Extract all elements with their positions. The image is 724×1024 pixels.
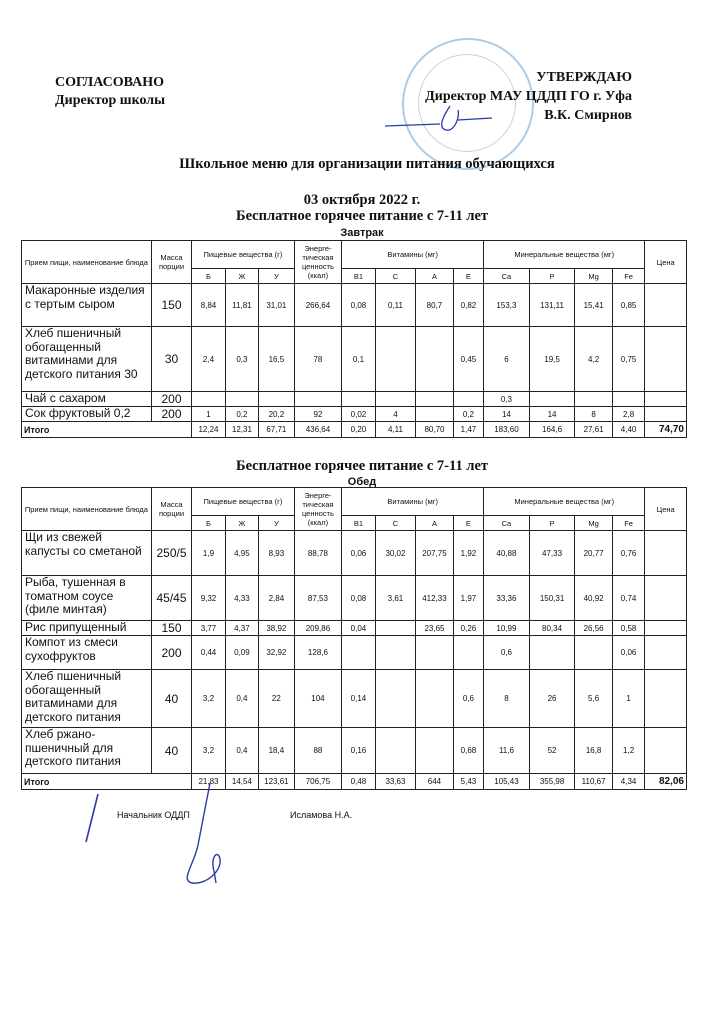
menu-date: 03 октября 2022 г. (303, 192, 421, 208)
cell-a (416, 407, 454, 422)
cell-c: 4 (375, 407, 416, 422)
table-row (22, 284, 687, 327)
col-vitamins-header: Витамины (мг) (342, 241, 484, 269)
cell-fe: 0,74 (612, 576, 644, 621)
cell-b: 3,2 (192, 728, 225, 774)
col-mass-header: Масса порции (151, 241, 192, 284)
total-e: 5,43 (453, 774, 483, 790)
cell-b1: 0,02 (342, 407, 375, 422)
cell-e: 0,45 (453, 327, 483, 392)
cell-price (645, 621, 687, 636)
table-row (22, 392, 687, 407)
cell-c (375, 670, 416, 728)
col-c: C (375, 516, 416, 531)
cell-p: 80,34 (529, 621, 575, 636)
document-title: Школьное меню для организации питания обучающихся (179, 156, 555, 172)
col-p: P (529, 516, 575, 531)
cell-b: 1 (192, 407, 225, 422)
col-b1: B1 (342, 269, 375, 284)
cell-ca: 40,88 (484, 531, 530, 576)
cell-p: 131,11 (529, 284, 575, 327)
cell-b1 (342, 636, 375, 670)
cell-b1 (342, 392, 375, 407)
cell-zh: 0,4 (225, 728, 258, 774)
cell-fe (612, 392, 644, 407)
total-u: 123,61 (259, 774, 294, 790)
total-p: 164,6 (529, 422, 575, 438)
cell-price (645, 728, 687, 774)
cell-fe: 0,06 (612, 636, 644, 670)
cell-zh (225, 392, 258, 407)
dish-name: Макаронные изделия с тертым сыром (22, 284, 152, 327)
breakfast-subtitle: Бесплатное горячее питание с 7-11 лет (235, 208, 489, 224)
cell-price (645, 392, 687, 407)
col-a: A (416, 516, 454, 531)
cell-u: 31,01 (259, 284, 294, 327)
cell-e: 0,68 (453, 728, 483, 774)
col-minerals-header: Минеральные вещества (мг) (484, 488, 645, 516)
cell-b1: 0,14 (342, 670, 375, 728)
cell-mg (575, 392, 613, 407)
cell-mg: 8 (575, 407, 613, 422)
cell-kcal: 209,86 (294, 621, 342, 636)
col-c: C (375, 269, 416, 284)
total-ca: 105,43 (484, 774, 530, 790)
cell-a: 207,75 (416, 531, 454, 576)
cell-c (375, 327, 416, 392)
cell-a: 23,65 (416, 621, 454, 636)
total-b1: 0,20 (342, 422, 375, 438)
cell-mg: 20,77 (575, 531, 613, 576)
cell-e: 1,92 (453, 531, 483, 576)
cell-ca: 0,6 (484, 636, 530, 670)
col-mg: Mg (575, 269, 613, 284)
dish-mass: 150 (151, 621, 192, 636)
dish-mass: 150 (151, 284, 192, 327)
cell-price (645, 576, 687, 621)
cell-e (453, 636, 483, 670)
cell-b: 8,84 (192, 284, 225, 327)
cell-price (645, 531, 687, 576)
table-row (22, 636, 687, 670)
cell-b: 1,9 (192, 531, 225, 576)
cell-mg: 40,92 (575, 576, 613, 621)
cell-ca: 0,3 (484, 392, 530, 407)
approve-label: УТВЕРЖДАЮ (536, 70, 632, 85)
cell-kcal: 87,53 (294, 576, 342, 621)
col-energy-header: Энерге-тическая ценность (ккал) (294, 241, 342, 284)
col-fe: Fe (612, 269, 644, 284)
table-row (22, 531, 687, 576)
cell-u: 32,92 (259, 636, 294, 670)
cell-a (416, 392, 454, 407)
cell-price (645, 284, 687, 327)
col-p: P (529, 269, 575, 284)
header-row-top (22, 488, 687, 516)
cell-mg: 15,41 (575, 284, 613, 327)
cell-b1: 0,08 (342, 576, 375, 621)
total-b: 12,24 (192, 422, 225, 438)
cell-p: 47,33 (529, 531, 575, 576)
col-ca: Ca (484, 516, 530, 531)
cell-zh: 0,4 (225, 670, 258, 728)
cell-zh: 0,2 (225, 407, 258, 422)
cell-fe: 0,76 (612, 531, 644, 576)
cell-zh: 4,95 (225, 531, 258, 576)
approver-name: В.К. Смирнов (544, 108, 632, 123)
cell-c (375, 621, 416, 636)
cell-b1: 0,06 (342, 531, 375, 576)
director-signature (380, 98, 500, 134)
cell-mg: 16,8 (575, 728, 613, 774)
col-vitamins-header: Витамины (мг) (342, 488, 484, 516)
cell-p: 26 (529, 670, 575, 728)
dish-mass: 40 (151, 670, 192, 728)
col-e: E (453, 269, 483, 284)
cell-price (645, 327, 687, 392)
cell-price (645, 407, 687, 422)
table-row (22, 728, 687, 774)
cell-e: 0,26 (453, 621, 483, 636)
cell-mg: 4,2 (575, 327, 613, 392)
dish-mass: 45/45 (151, 576, 192, 621)
total-mg: 110,67 (575, 774, 613, 790)
cell-u: 8,93 (259, 531, 294, 576)
total-p: 355,98 (529, 774, 575, 790)
cell-b1: 0,08 (342, 284, 375, 327)
cell-price (645, 670, 687, 728)
table-row (22, 576, 687, 621)
cell-ca: 6 (484, 327, 530, 392)
cell-e: 0,6 (453, 670, 483, 728)
breakfast-label: Завтрак (340, 227, 384, 239)
cell-p (529, 636, 575, 670)
signer-position: Начальник ОДДП (117, 810, 190, 820)
cell-fe: 0,75 (612, 327, 644, 392)
cell-u: 16,5 (259, 327, 294, 392)
total-a: 80,70 (416, 422, 454, 438)
total-u: 67,71 (259, 422, 294, 438)
total-fe: 4,34 (612, 774, 644, 790)
col-b1: B1 (342, 516, 375, 531)
total-row (22, 774, 687, 790)
col-name-header: Прием пищи, наименование блюда (22, 488, 152, 531)
cell-fe: 0,85 (612, 284, 644, 327)
col-a: A (416, 269, 454, 284)
cell-fe: 2,8 (612, 407, 644, 422)
cell-kcal (294, 392, 342, 407)
lunch-subtitle: Бесплатное горячее питание с 7-11 лет (235, 458, 489, 474)
dish-mass: 200 (151, 392, 192, 407)
dish-name: Хлеб пшеничный обогащенный витаминами для детского питания 30 (22, 327, 152, 392)
cell-u: 20,2 (259, 407, 294, 422)
cell-ca: 14 (484, 407, 530, 422)
cell-zh: 4,37 (225, 621, 258, 636)
signer-name: Исламова Н.А. (290, 810, 353, 820)
total-fe: 4,40 (612, 422, 644, 438)
cell-p: 150,31 (529, 576, 575, 621)
cell-b: 3,77 (192, 621, 225, 636)
dish-name: Рыба, тушенная в томатном соусе (филе минтая) (22, 576, 152, 621)
cell-b: 2,4 (192, 327, 225, 392)
cell-c (375, 392, 416, 407)
dish-name: Хлеб пшеничный обогащенный витаминами для детского питания (22, 670, 152, 728)
dish-mass: 200 (151, 636, 192, 670)
col-nutrients-header: Пищевые вещества (г) (192, 488, 294, 516)
col-name-header: Прием пищи, наименование блюда (22, 241, 152, 284)
cell-kcal: 128,6 (294, 636, 342, 670)
cell-kcal: 104 (294, 670, 342, 728)
col-ca: Ca (484, 269, 530, 284)
cell-b: 9,32 (192, 576, 225, 621)
agreed-label: СОГЛАСОВАНО (55, 75, 164, 90)
cell-a (416, 670, 454, 728)
cell-p: 52 (529, 728, 575, 774)
total-c: 4,11 (375, 422, 416, 438)
cell-p: 14 (529, 407, 575, 422)
approval-left (55, 74, 165, 110)
cell-a: 412,33 (416, 576, 454, 621)
col-zh: Ж (225, 516, 258, 531)
col-price-header: Цена (645, 241, 687, 284)
table-row (22, 407, 687, 422)
col-b: Б (192, 269, 225, 284)
cell-mg (575, 636, 613, 670)
col-u: У (259, 516, 294, 531)
dish-mass: 200 (151, 407, 192, 422)
cell-b: 0,44 (192, 636, 225, 670)
col-minerals-header: Минеральные вещества (мг) (484, 241, 645, 269)
cell-b (192, 392, 225, 407)
total-kcal: 706,75 (294, 774, 342, 790)
cell-b1: 0,04 (342, 621, 375, 636)
cell-b: 3,2 (192, 670, 225, 728)
breakfast-table (21, 240, 687, 438)
table-row (22, 621, 687, 636)
stroke-mark (78, 790, 108, 850)
cell-e: 0,82 (453, 284, 483, 327)
total-price: 74,70 (645, 422, 687, 438)
header-row-top (22, 241, 687, 269)
cell-kcal: 88 (294, 728, 342, 774)
cell-e: 1,97 (453, 576, 483, 621)
col-u: У (259, 269, 294, 284)
cell-a (416, 327, 454, 392)
dish-mass: 250/5 (151, 531, 192, 576)
dish-name: Компот из смеси сухофруктов (22, 636, 152, 670)
total-zh: 14,54 (225, 774, 258, 790)
cell-price (645, 636, 687, 670)
cell-e: 0,2 (453, 407, 483, 422)
cell-u: 22 (259, 670, 294, 728)
cell-kcal: 266,64 (294, 284, 342, 327)
dish-name: Хлеб ржано-пшеничный для детского питания (22, 728, 152, 774)
col-energy-header: Энерге-тическая ценность (ккал) (294, 488, 342, 531)
cell-zh: 4,33 (225, 576, 258, 621)
col-mg: Mg (575, 516, 613, 531)
total-kcal: 436,64 (294, 422, 342, 438)
cell-p (529, 392, 575, 407)
table-row (22, 670, 687, 728)
cell-u: 2,84 (259, 576, 294, 621)
total-a: 644 (416, 774, 454, 790)
cell-ca: 8 (484, 670, 530, 728)
cell-ca: 11,6 (484, 728, 530, 774)
cell-b1: 0,16 (342, 728, 375, 774)
col-price-header: Цена (645, 488, 687, 531)
cell-zh: 11,81 (225, 284, 258, 327)
lunch-table (21, 487, 687, 790)
total-c: 33,63 (375, 774, 416, 790)
cell-a: 80,7 (416, 284, 454, 327)
cell-c: 0,11 (375, 284, 416, 327)
total-e: 1,47 (453, 422, 483, 438)
cell-fe: 1 (612, 670, 644, 728)
cell-p: 19,5 (529, 327, 575, 392)
total-ca: 183,60 (484, 422, 530, 438)
total-b: 21,83 (192, 774, 225, 790)
cell-kcal: 92 (294, 407, 342, 422)
dish-mass: 40 (151, 728, 192, 774)
col-e: E (453, 516, 483, 531)
dish-mass: 30 (151, 327, 192, 392)
lunch-label: Обед (347, 476, 377, 488)
cell-zh: 0,3 (225, 327, 258, 392)
col-zh: Ж (225, 269, 258, 284)
cell-ca: 33,36 (484, 576, 530, 621)
total-price: 82,06 (645, 774, 687, 790)
dish-name: Сок фруктовый 0,2 (22, 407, 152, 422)
cell-u (259, 392, 294, 407)
cell-c: 3,61 (375, 576, 416, 621)
total-row (22, 422, 687, 438)
cell-a (416, 636, 454, 670)
cell-u: 18,4 (259, 728, 294, 774)
cell-mg: 5,6 (575, 670, 613, 728)
cell-c (375, 728, 416, 774)
cell-c: 30,02 (375, 531, 416, 576)
dish-name: Щи из свежей капусты со сметаной (22, 531, 152, 576)
total-b1: 0,48 (342, 774, 375, 790)
cell-c (375, 636, 416, 670)
total-label: Итого (22, 774, 192, 790)
dish-name: Чай с сахаром (22, 392, 152, 407)
cell-a (416, 728, 454, 774)
total-label: Итого (22, 422, 192, 438)
approver-position: Директор МАУ ЦДДП ГО г. Уфа (425, 89, 632, 104)
table-row (22, 327, 687, 392)
cell-kcal: 88,78 (294, 531, 342, 576)
col-mass-header: Масса порции (151, 488, 192, 531)
cell-mg: 26,56 (575, 621, 613, 636)
cell-e (453, 392, 483, 407)
cell-zh: 0,09 (225, 636, 258, 670)
cell-fe: 0,58 (612, 621, 644, 636)
cell-b1: 0,1 (342, 327, 375, 392)
cell-kcal: 78 (294, 327, 342, 392)
col-nutrients-header: Пищевые вещества (г) (192, 241, 294, 269)
dish-name: Рис припущенный (22, 621, 152, 636)
total-zh: 12,31 (225, 422, 258, 438)
cell-u: 38,92 (259, 621, 294, 636)
col-b: Б (192, 516, 225, 531)
cell-fe: 1,2 (612, 728, 644, 774)
cell-ca: 10,99 (484, 621, 530, 636)
head-signature (170, 775, 280, 895)
agreed-position: Директор школы (55, 93, 166, 108)
cell-ca: 153,3 (484, 284, 530, 327)
col-fe: Fe (612, 516, 644, 531)
total-mg: 27,61 (575, 422, 613, 438)
